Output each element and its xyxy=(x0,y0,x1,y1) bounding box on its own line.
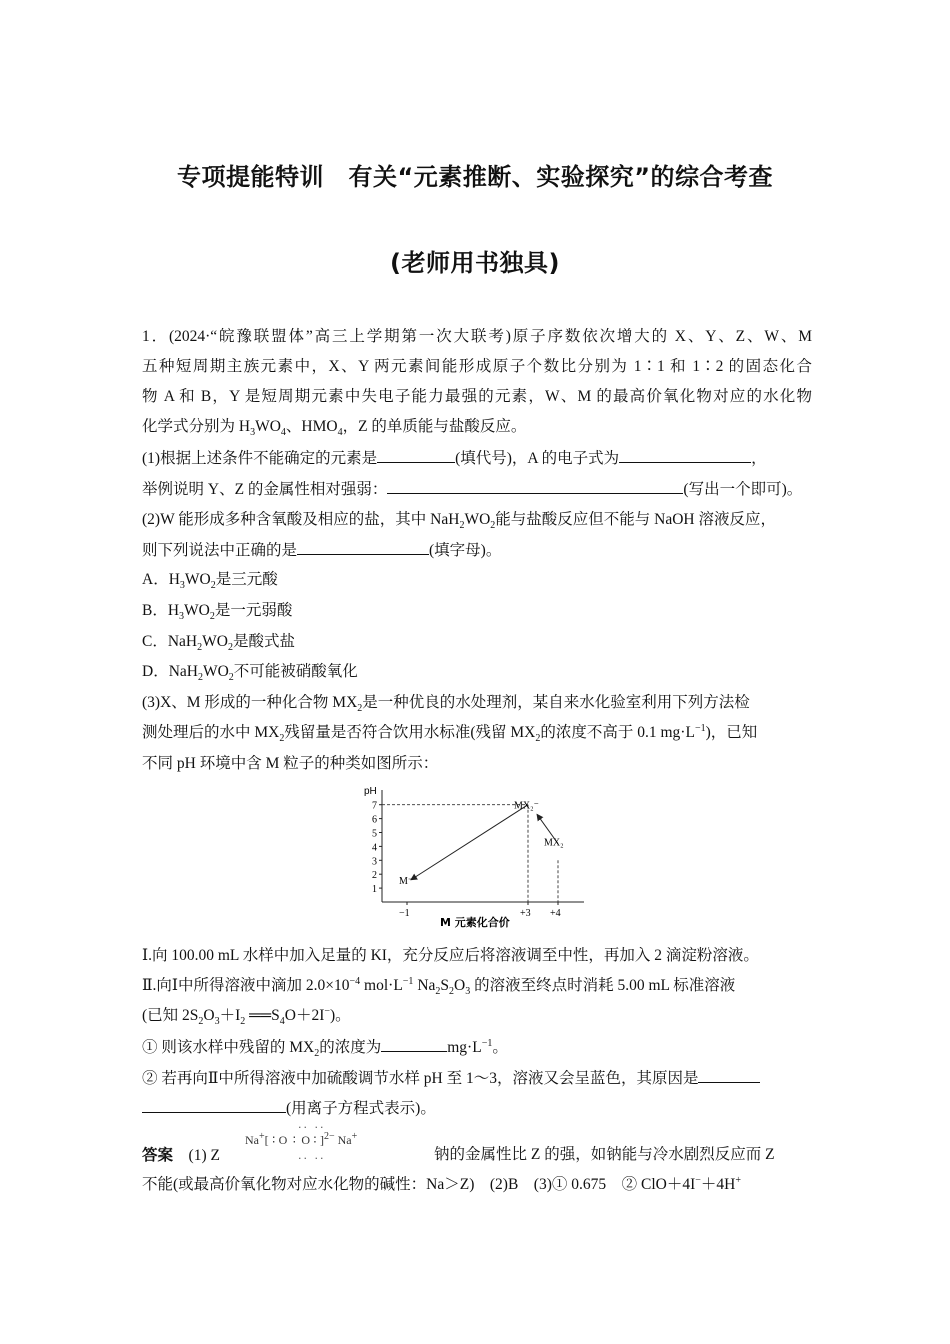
y-tick-label: 7 xyxy=(372,800,377,812)
part3-line-3: 不同 pH 环境中含 M 粒子的种类如图所示： xyxy=(142,755,439,772)
blank-choice[interactable] xyxy=(297,540,429,555)
x-axis-label: M 元素化合价 xyxy=(440,916,510,929)
page-subtitle: (老师用书独具) xyxy=(390,249,560,277)
point-label: MX₂ xyxy=(544,837,564,849)
electron-formula: Na+[ ∶ O ∶ O ∶ ]$^{2-}$ Na+ xyxy=(245,1131,358,1147)
blank-equation-2[interactable] xyxy=(142,1098,286,1113)
option-d: D．$NaH_2WO_2$不可能被硝酸氧化 xyxy=(142,663,358,684)
part2-line-2: 则下列说法中正确的是 (填字母)。 xyxy=(142,542,502,559)
part1-line-1: (1)根据上述条件不能确定的元素是 (填代号)，A 的电子式为 ， xyxy=(142,450,767,467)
option-a: A．$H_3WO_2$是三元酸 xyxy=(142,571,278,592)
y-axis-label: pH xyxy=(364,786,377,797)
trend-arrow xyxy=(411,805,528,880)
point-label: MX₂⁻ xyxy=(514,800,539,812)
y-tick-label: 4 xyxy=(372,842,377,854)
step-2: Ⅱ.向Ⅰ中所得溶液中滴加 $2.0\times 10^{-4}$ $mol\cdot L^{-1}$ $Na_2S_2O_3$ 的溶液至终点时消耗 5.00 mL 标准溶液 xyxy=(142,975,736,998)
given-equation: (已知 $2S_2O_3+I_2$ $══S_4O+2I^-$)。 xyxy=(142,1005,351,1028)
part3-line-2: 测处理后的水中 $MX_2$残留量是否符合饮用水标准(残留 $MX_2$的浓度不高于 0.1 $mg\cdot L^{-1}$)，已知 xyxy=(142,722,758,745)
blank-metallicity[interactable] xyxy=(387,479,683,494)
q1-line-1: 1．(2024·“皖豫联盟体”高三上学期第一次大联考)原子序数依次增大的 X、Y、Z、W、M xyxy=(142,328,812,345)
q1-line-2: 五种短周期主族元素中，X、Y 两元素间能形成原子个数比分别为 1∶1 和 1∶2 的固态化合 xyxy=(142,358,812,375)
option-c: C．$NaH_2WO_2$是酸式盐 xyxy=(142,633,295,654)
option-b: B．$H_3WO_2$是一元弱酸 xyxy=(142,602,293,623)
blank-concentration[interactable] xyxy=(381,1037,447,1052)
subq-2-line-2: (用离子方程式表示)。 xyxy=(142,1098,436,1119)
point-label: M⁻ xyxy=(399,876,414,888)
y-tick-label: 1 xyxy=(372,884,377,896)
x-tick-label: +3 xyxy=(520,908,531,919)
y-tick-label: 2 xyxy=(372,870,377,882)
part3-line-1: (3)X、M 形成的一种化合物 $MX_2$是一种优良的水处理剂，某自来水化验室利用下列方法检 xyxy=(142,694,750,715)
y-tick-label: 6 xyxy=(372,814,377,826)
answer-label: 答案 xyxy=(142,1146,174,1164)
answer-line-1-rest: 钠的金属性比 Z 的强，如钠能与冷水剧烈反应而 Z xyxy=(434,1146,775,1163)
blank-equation-1[interactable] xyxy=(698,1068,760,1083)
page-title: 专项提能特训 有关“元素推断、实验探究”的综合考查 xyxy=(176,163,774,191)
blank-electron-formula[interactable] xyxy=(619,448,751,463)
x-tick-label: +4 xyxy=(550,908,561,919)
step-1: Ⅰ.向 100.00 mL 水样中加入足量的 KI，充分反应后将溶液调至中性，再加入 2 滴淀粉溶液。 xyxy=(142,947,759,964)
part2-line-1: (2)W 能形成多种含氧酸及相应的盐，其中 $NaH_2WO_2$能与盐酸反应但不能与 NaOH 溶液反应， xyxy=(142,511,776,532)
subq-1: ① 则该水样中残留的 $MX_2$的浓度为 $mg\cdot L^{-1}$。 xyxy=(142,1037,508,1060)
y-tick-label: 5 xyxy=(372,828,377,840)
blank-element[interactable] xyxy=(377,448,455,463)
answer-line-2: 不能(或最高价氧化物对应水化物的碱性：Na＞Z) (2)B (3)① 0.675 ② ClO＋4I−＋4H+ xyxy=(142,1174,741,1193)
q1-line-3: 物 A 和 B，Y 是短周期元素中失电子能力最强的元素，W、M 的最高价氧化物对应的水化物 xyxy=(142,388,812,405)
lone-pair-dots-top: ·· ·· xyxy=(298,1121,326,1134)
subq-2-line-1: ② 若再向Ⅱ中所得溶液中加硫酸调节水样 pH 至 1～3，溶液又会呈蓝色，其原因是 xyxy=(142,1068,760,1089)
q1-line-4: 化学式分别为 $H_3WO_4$、$HMO_4$，Z 的单质能与盐酸反应。 xyxy=(142,418,527,439)
part1-line-2: 举例说明 Y、Z 的金属性相对强弱： (写出一个即可)。 xyxy=(142,481,803,498)
lone-pair-dots-bottom: ·· ·· xyxy=(298,1152,326,1165)
answer-line-1: 答案 (1) Z xyxy=(142,1146,220,1164)
ph-valence-chart xyxy=(358,784,590,934)
x-tick-label: −1 xyxy=(399,908,410,919)
y-tick-label: 3 xyxy=(372,856,377,868)
